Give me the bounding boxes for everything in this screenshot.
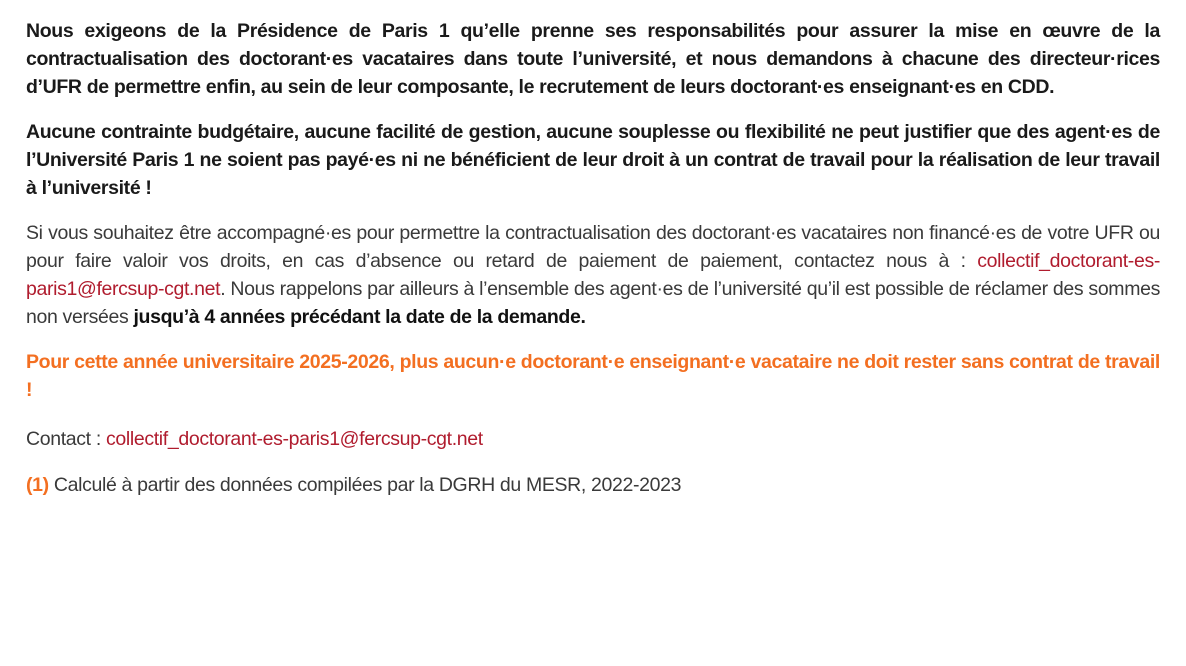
footnote [26,471,1160,499]
paragraph-no-justification: Aucune contrainte budgétaire, aucune facilité de gestion, aucune souplesse ou flexibilité ne peut justifier que des agent·es de l’Université Paris 1 ne soient pas payé·es ni ne bénéficient de leur droit à un contrat de travail pour la réalisation de leur travail à l’université ! [26,121,1160,199]
support-text-intro: Si vous souhaitez être accompagné·es pour permettre la contractualisation des doctorant·es vacataires non financé·es de votre UFR ou pour faire valoir vos droits, en cas d’absence ou retard de paiement de paiement, contactez nous à : [26,222,1160,272]
contact-email-link[interactable]: collectif_doctorant-es-paris1@fercsup-cgt.net [105,428,483,450]
footnote-number: (1) [26,474,49,496]
contact-label: Contact : [26,428,106,450]
document-body [26,17,1160,499]
support-text-middle: . Nous rappelons par ailleurs à l’ensemble des agent·es de l’université qu’il est possible de réclamer des sommes non versées [26,278,1160,328]
paragraph-demands: Nous exigeons de la Présidence de Paris 1 qu’elle prenne ses responsabilités pour assurer la mise en œuvre de la contractualisation des doctorant·es vacataires dans toute l’université, et nous demandons à chacune des directeur·rices d’UFR de permettre enfin, au sein de leur composante, le recrutement de leurs doctorant·es enseignant·es en CDD. [26,20,1160,98]
support-text-deadline: jusqu’à 4 années précédant la date de la demande. [133,306,586,328]
paragraph-support [26,219,1160,331]
support-email-link[interactable]: collectif_doctorant-es-paris1@fercsup-cgt.net [26,250,1160,300]
footnote-text: Calculé à partir des données compilées par la DGRH du MESR, 2022-2023 [48,474,682,496]
contact-line [26,425,1160,453]
paragraph-call-to-action: Pour cette année universitaire 2025-2026, plus aucun·e doctorant·e enseignant·e vacataire ne doit rester sans contrat de travail ! [26,351,1160,401]
